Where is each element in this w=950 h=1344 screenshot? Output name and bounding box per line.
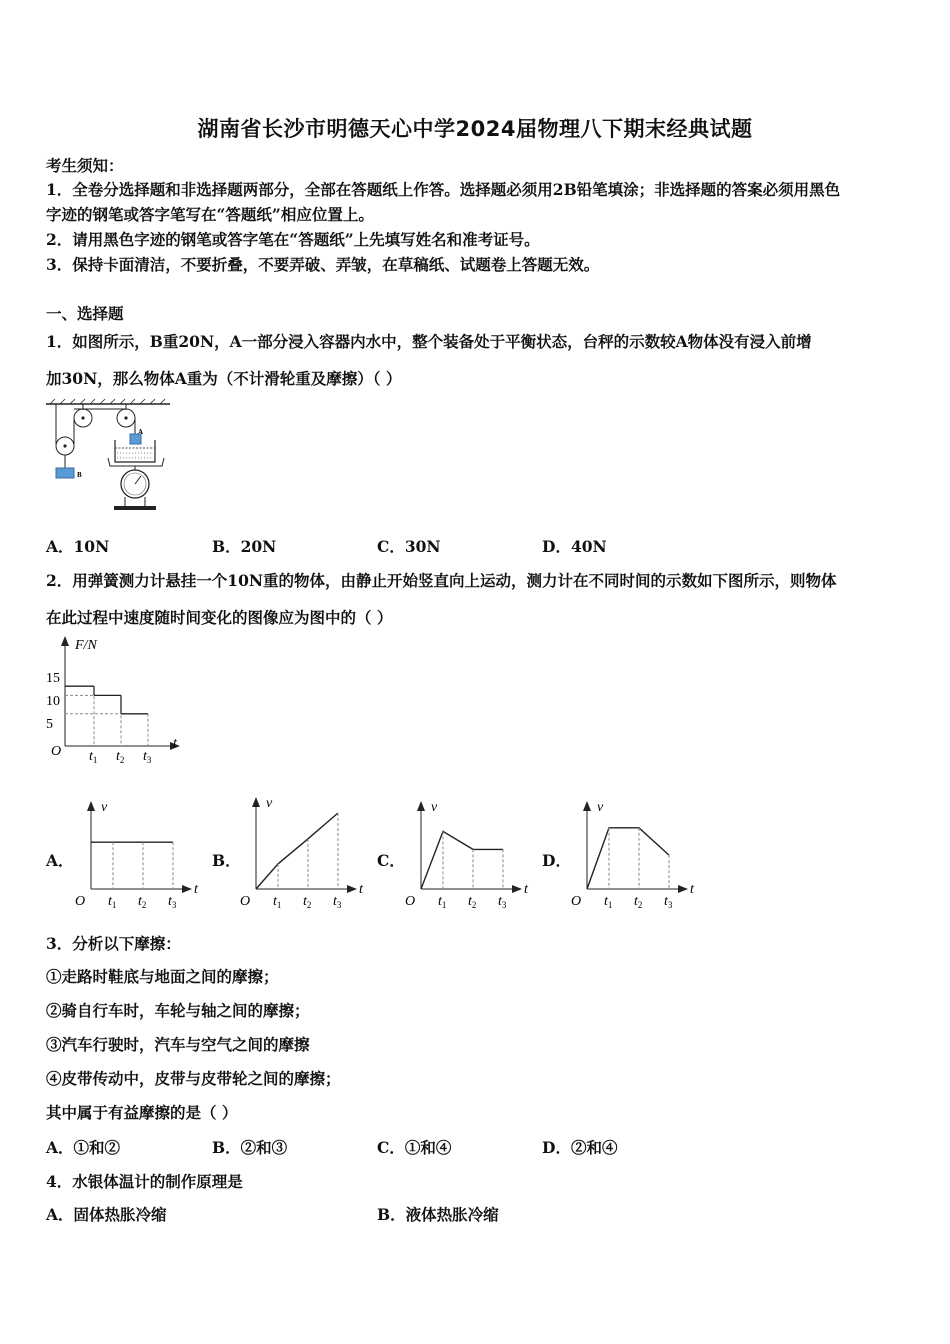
q2-option-c-graph[interactable]	[400, 795, 535, 913]
x-tick-label-t1: $t_1$	[273, 894, 282, 910]
x-tick-label-t3: $t_3$	[168, 894, 177, 910]
section-heading: 一、选择题	[46, 304, 124, 323]
q3-option-c[interactable]: C．①和④	[377, 1138, 452, 1157]
origin-label: O	[75, 894, 86, 909]
q3-option-a[interactable]: A．①和②	[46, 1138, 121, 1157]
x-tick-label-t3: $t_3$	[333, 894, 342, 910]
y-tick-label-5: 5	[46, 717, 53, 732]
scale-base	[114, 506, 156, 510]
x-tick-label-t2: $t_2$	[116, 749, 125, 765]
notice-line-2: 2．请用黑色字迹的钢笔或答字笔在“答题纸”上先填写姓名和准考证号。	[46, 230, 540, 249]
q2-option-b-label[interactable]: B．	[212, 851, 241, 870]
x-tick-label-t1: $t_1$	[438, 894, 447, 910]
y-tick-label-15: 15	[46, 671, 60, 686]
origin-label: O	[571, 894, 582, 909]
v-axis-label: v	[597, 800, 604, 815]
q1-option-a[interactable]: A．10N	[46, 537, 110, 556]
v-axis-arrow	[87, 801, 95, 811]
t-axis-arrow	[512, 885, 522, 893]
q1-option-b[interactable]: B．20N	[212, 537, 277, 556]
q1-option-c[interactable]: C．30N	[377, 537, 441, 556]
q3-item-2: ②骑自行车时，车轮与轴之间的摩擦；	[46, 1001, 310, 1020]
notice-heading: 考生须知：	[46, 156, 124, 175]
x-tick-label-t1: $t_1$	[89, 749, 98, 765]
x-tick-label-t1: $t_1$	[604, 894, 613, 910]
t-axis-label: t	[194, 882, 198, 897]
block-b	[56, 468, 74, 478]
notice-line-1a: 1．全卷分选择题和非选择题两部分，全部在答题纸上作答。选择题必须用2B铅笔填涂；非选择题的答案必须用黑色	[46, 180, 841, 199]
q1-stem-line1: 1．如图所示，B重20N，A一部分浸入容器内水中，整个装备处于平衡状态，台秤的示数较A物体没有浸入前增	[46, 332, 812, 351]
velocity-curve	[256, 813, 338, 889]
x-tick-label-t3: $t_3$	[664, 894, 673, 910]
origin-label: O	[240, 894, 251, 909]
v-axis-label: v	[431, 800, 438, 815]
x-tick-label-t3: $t_3$	[498, 894, 507, 910]
q1-option-d[interactable]: D．40N	[542, 537, 607, 556]
q2-option-a-label[interactable]: A．	[46, 851, 74, 870]
v-axis-arrow	[583, 801, 591, 811]
q2-option-c-label[interactable]: C．	[377, 851, 405, 870]
q2-option-b-graph[interactable]	[235, 791, 370, 913]
t-axis-label: t	[690, 882, 694, 897]
label-a: A	[138, 428, 144, 436]
t-axis-label: t	[524, 882, 528, 897]
q2-option-d-label[interactable]: D．	[542, 851, 571, 870]
x-tick-label-t3: $t_3$	[143, 749, 152, 765]
t-axis-arrow	[347, 885, 357, 893]
y-axis-label: F/N	[75, 638, 97, 653]
q4-option-b[interactable]: B．液体热胀冷缩	[377, 1205, 499, 1224]
q2-option-d-graph[interactable]	[566, 795, 701, 913]
q3-option-d[interactable]: D．②和④	[542, 1138, 618, 1157]
q3-item-4: ④皮带传动中，皮带与皮带轮之间的摩擦；	[46, 1069, 341, 1088]
v-axis-label: v	[266, 796, 273, 811]
q1-pulley-figure	[44, 396, 174, 514]
q2-stem-line1: 2．用弹簧测力计悬挂一个10N重的物体，由静止开始竖直向上运动，测力计在不同时间的示数如下图所示，则物体	[46, 571, 837, 590]
q1-stem-line2: 加30N，那么物体A重为（不计滑轮重及摩擦）（ ）	[46, 369, 402, 388]
label-b: B	[77, 471, 82, 479]
q3-option-b[interactable]: B．②和③	[212, 1138, 288, 1157]
v-axis-arrow	[252, 797, 260, 807]
x-tick-label-t2: $t_2$	[468, 894, 477, 910]
t-axis-arrow	[678, 885, 688, 893]
q2-option-a-graph[interactable]	[70, 795, 205, 913]
x-axis-label: t	[173, 736, 177, 751]
v-axis-arrow	[417, 801, 425, 811]
q3-question: 其中属于有益摩擦的是（ ）	[46, 1103, 238, 1122]
t-axis-label: t	[359, 882, 363, 897]
notice-line-3: 3．保持卡面清洁，不要折叠，不要弄破、弄皱，在草稿纸、试题卷上答题无效。	[46, 255, 600, 274]
q3-stem: 3．分析以下摩擦：	[46, 934, 181, 953]
velocity-curve	[587, 828, 669, 889]
origin-label: O	[405, 894, 416, 909]
q4-option-a[interactable]: A．固体热胀冷缩	[46, 1205, 167, 1224]
q4-stem: 4．水银体温计的制作原理是	[46, 1172, 243, 1191]
x-tick-label-t2: $t_2$	[634, 894, 643, 910]
velocity-curve	[421, 831, 503, 889]
x-tick-label-t2: $t_2$	[138, 894, 147, 910]
q3-item-3: ③汽车行驶时，汽车与空气之间的摩擦	[46, 1035, 310, 1054]
y-axis-arrow	[61, 636, 69, 646]
x-tick-label-t1: $t_1$	[108, 894, 117, 910]
notice-line-1b: 字迹的钢笔或答字笔写在“答题纸”相应位置上。	[46, 205, 374, 224]
q3-item-1: ①走路时鞋底与地面之间的摩擦；	[46, 967, 279, 986]
page-title: 湖南省长沙市明德天心中学2024届物理八下期末经典试题	[197, 117, 753, 141]
origin-label: O	[51, 744, 62, 759]
v-axis-label: v	[101, 800, 108, 815]
t-axis-arrow	[182, 885, 192, 893]
q2-force-chart	[44, 634, 189, 769]
y-tick-label-10: 10	[46, 694, 60, 709]
x-tick-label-t2: $t_2$	[303, 894, 312, 910]
q2-stem-line2: 在此过程中速度随时间变化的图像应为图中的（ ）	[46, 608, 393, 627]
